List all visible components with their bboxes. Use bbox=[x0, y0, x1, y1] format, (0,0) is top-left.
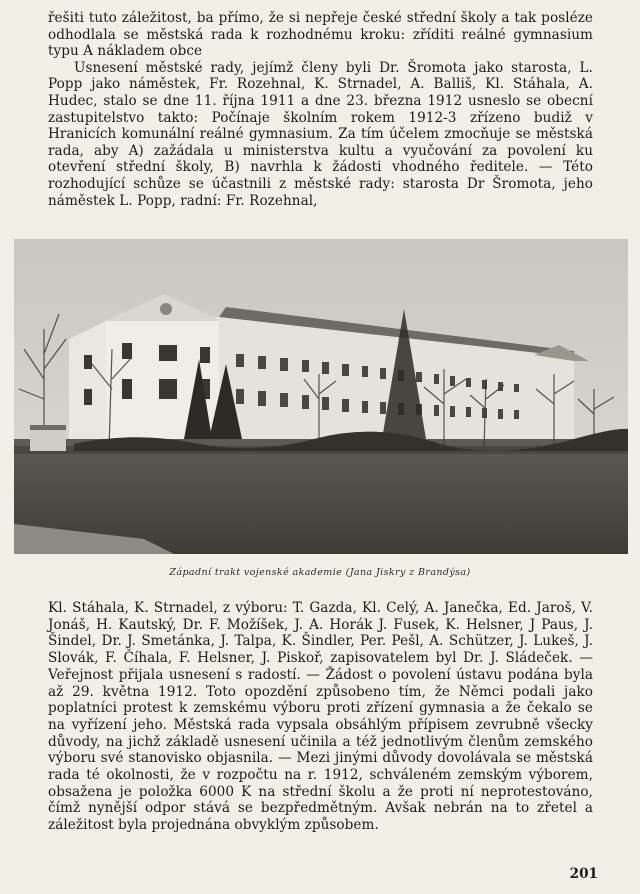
photo-illustration bbox=[14, 239, 628, 554]
photo-caption: Západní trakt vojenské akademie (Jana Jiskry z Brandýsa) bbox=[169, 567, 471, 578]
paragraph-council-resolution: Usnesení městské rady, jejímž členy byli Dr. Šromota jako starosta, L. Popp jako náměstek, Fr. Rozehnal, K. Strnadel, A. Balliš, Kl. Stáhala, A. Hudec, stalo se dne 11. října 1911 a dne 23. března 1912 usneslo se obecní zastupitelstvo takto: Počínaje školním rokem 1912-3 zřízeno budiž v Hranicích komunální reálné gymnasium. Za tím účelem zmocňuje se městská rada, aby A) zažádala u ministerstva kultu a vyučování za povolení ku otevření střední školy, B) navrhla k žádosti vhodného ředitele. — Této rozhodující schůze se účastnili z městské rady: starosta Dr Šromota, jeho náměstek L. Popp, radní: Fr. Rozehnal, bbox=[48, 59, 593, 209]
page-number: 201 bbox=[569, 866, 598, 882]
academy-photograph bbox=[14, 239, 628, 554]
paragraph-intro: řešiti tuto záležitost, ba přímo, že si nepřeje české střední školy a tak posléze odhodlala se městská rada k rozhodnému kroku: zříditi reálné gymnasium typu A nákladem obce bbox=[48, 10, 593, 60]
paragraph-members-and-request: Kl. Stáhala, K. Strnadel, z výboru: T. Gazda, Kl. Celý, A. Janečka, Ed. Jaroš, V. Jonáš, H. Kautský, Dr. F. Možíšek, J. A. Horák J. Fusek, K. Helsner, J Paus, J. Šindel, Dr. J. Smetánka, J. Talpa, K. Šindler, Per. Pešl, A. Schützer, J. Lukeš, J. Slovák, F. Číhala, F. Helsner, J. Piskoř, zapisovatelem byl Dr. J. Sládeček. — Veřejnost přijala usnesení s radostí. — Žádost o povolení ústavu podána byla až 29. května 1912. Toto opozdění způsobeno tím, že Němci podali jako poplatníci protest k zemskému výboru proti zřízení gymnasia a že čekalo se na vyřízení jeho. Městská rada vypsala obsáhlým přípisem zevrubně všecky důvody, na jichž základě usnesení učinila a též jednotlivým členům zemského výboru své stanovisko objasnila. — Mezi jinými důvody dovolávala se městská rada té okolnosti, že v rozpočtu na r. 1912, schváleném zemským výborem, obsažena je položka 6000 K na střední školu a že proti ní neprotestováno, čímž nynější odpor stává se bezpředmětným. Avšak nebrán na to zřetel a záležitost byla projednána obvyklým způsobem. bbox=[48, 600, 593, 834]
top-text-block bbox=[48, 10, 593, 209]
bottom-text-block bbox=[48, 600, 593, 834]
